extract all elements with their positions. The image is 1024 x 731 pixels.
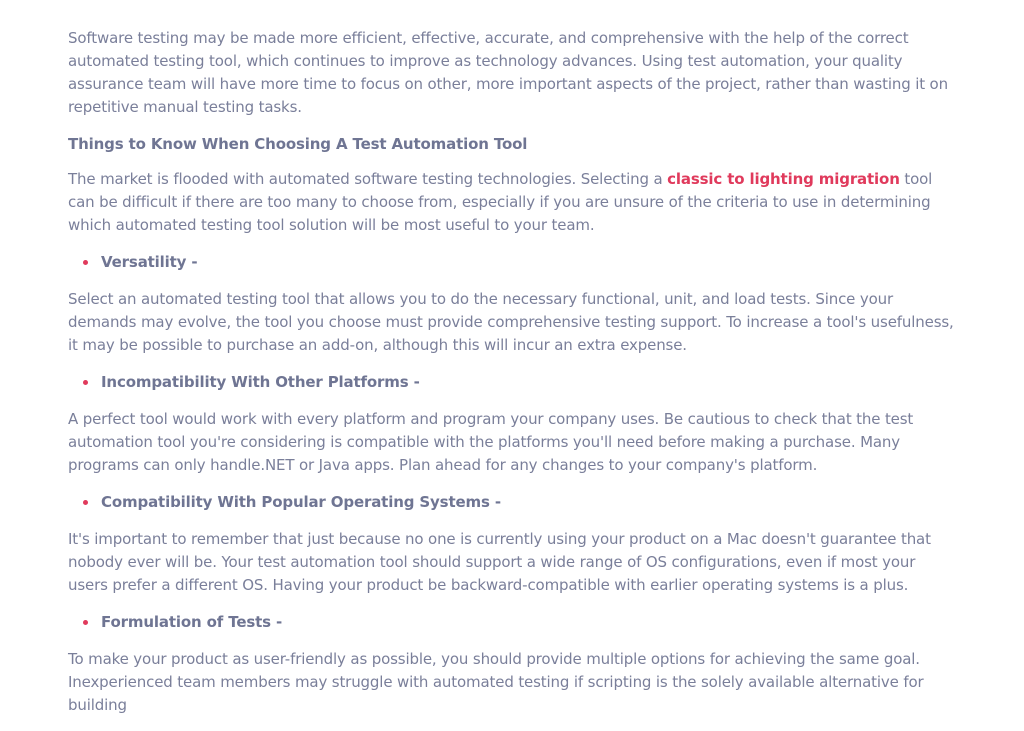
market-text-after: tool can be difficult if there are too many to choose from, especially if you are unsure of the criteria to use in determining which automated testing tool solution will be most useful to your team. — [68, 170, 933, 234]
bullet-dot-icon — [83, 260, 88, 265]
incompatibility-paragraph: A perfect tool would work with every platform and program your company uses. Be cautious to check that the test automation tool you're considering is compatible with the platforms you'll need before making a purchase. Many programs can only handle.NET or Java apps. Plan ahead for any changes to your company's platform. — [68, 410, 914, 474]
bullet-label: Formulation of Tests - — [101, 613, 283, 631]
bullet-item-formulation — [68, 611, 958, 634]
market-text-before: The market is flooded with automated software testing technologies. Selecting a — [68, 170, 668, 188]
intro-paragraph: Software testing may be made more efficient, effective, accurate, and comprehensive with the help of the correct automated testing tool, which continues to improve as technology advances. Using test automation, your quality assurance team will have more time to focus on other, more important aspects of the project, rather than wasting it on repetitive manual testing tasks. — [68, 29, 948, 116]
bullet-item-os-compatibility — [68, 491, 958, 514]
bullet-label: Versatility - — [101, 253, 198, 271]
bullet-item-incompatibility — [68, 371, 958, 394]
bullet-item-versatility — [68, 251, 958, 274]
bullet-dot-icon — [83, 380, 88, 385]
versatility-paragraph: Select an automated testing tool that allows you to do the necessary functional, unit, and load tests. Since your demands may evolve, the tool you choose must provide comprehensive testing support. To increase a tool's usefulness, it may be possible to purchase an add-on, although this will incur an extra expense. — [68, 290, 954, 354]
bullet-label: Compatibility With Popular Operating Systems - — [101, 493, 501, 511]
os-compatibility-paragraph: It's important to remember that just because no one is currently using your product on a Mac doesn't guarantee that nobody ever will be. Your test automation tool should support a wide range of OS configurations, even if most your users prefer a different OS. Having your product be backward-compatible with earlier operating systems is a plus. — [68, 530, 931, 594]
market-paragraph — [68, 168, 958, 237]
bullet-list-versatility — [68, 251, 958, 274]
bullet-list-os-compatibility — [68, 491, 958, 514]
section-heading: Things to Know When Choosing A Test Automation Tool — [68, 135, 528, 153]
article-body — [68, 27, 958, 731]
formulation-paragraph: To make your product as user-friendly as possible, you should provide multiple options for achieving the same goal. Inexperienced team members may struggle with automated testing if scripting is the solely available alternative for building — [68, 650, 924, 714]
bullet-dot-icon — [83, 500, 88, 505]
bullet-list-formulation — [68, 611, 958, 634]
bullet-dot-icon — [83, 620, 88, 625]
bullet-list-incompatibility — [68, 371, 958, 394]
migration-tool-link[interactable]: classic to lighting migration — [667, 170, 900, 188]
bullet-label: Incompatibility With Other Platforms - — [101, 373, 420, 391]
